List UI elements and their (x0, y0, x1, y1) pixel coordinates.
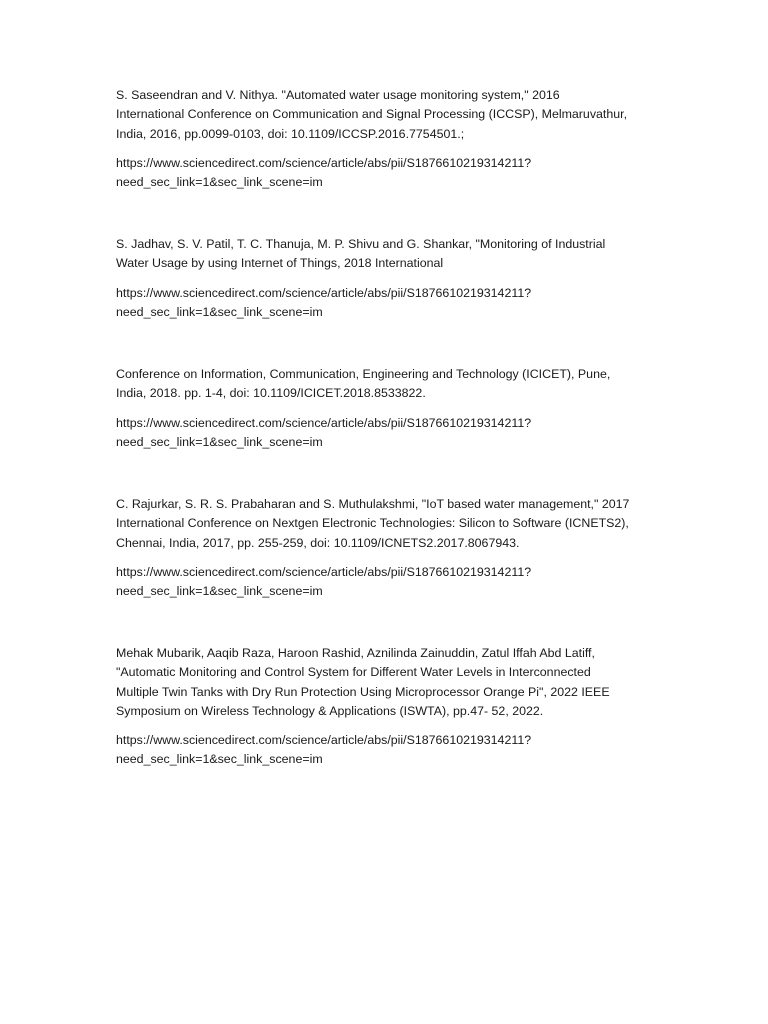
reference-citation (116, 495, 664, 553)
url-line: need_sec_link=1&sec_link_scene=im (116, 752, 323, 767)
url-line: https://www.sciencedirect.com/science/article/abs/pii/S1876610219314211? (116, 155, 532, 170)
reference-url (116, 154, 664, 193)
reference-entry (116, 644, 664, 770)
citation-line: Symposium on Wireless Technology & Applications (ISWTA), pp.47- 52, 2022. (116, 703, 544, 718)
citation-line: Multiple Twin Tanks with Dry Run Protection Using Microprocessor Orange Pi", 2022 IEEE (116, 684, 610, 699)
url-line: https://www.sciencedirect.com/science/article/abs/pii/S1876610219314211? (116, 564, 532, 579)
url-line: https://www.sciencedirect.com/science/article/abs/pii/S1876610219314211? (116, 285, 532, 300)
reference-citation (116, 644, 664, 721)
citation-line: Mehak Mubarik, Aaqib Raza, Haroon Rashid, Aznilinda Zainuddin, Zatul Iffah Abd Latiff, (116, 646, 595, 660)
url-line: need_sec_link=1&sec_link_scene=im (116, 434, 323, 449)
reference-citation (116, 86, 664, 144)
reference-url (116, 284, 664, 323)
reference-entry (116, 86, 664, 192)
url-line: need_sec_link=1&sec_link_scene=im (116, 584, 323, 599)
reference-citation (116, 235, 664, 274)
url-line: need_sec_link=1&sec_link_scene=im (116, 304, 323, 319)
reference-url (116, 414, 664, 453)
reference-entry (116, 495, 664, 601)
citation-line: India, 2018. pp. 1-4, doi: 10.1109/ICICET.2018.8533822. (116, 386, 426, 401)
citation-line: India, 2016, pp.0099-0103, doi: 10.1109/ICCSP.2016.7754501.; (116, 126, 465, 141)
citation-line: C. Rajurkar, S. R. S. Prabaharan and S. Muthulakshmi, "IoT based water management," 2017 (116, 497, 630, 511)
reference-citation (116, 365, 664, 404)
citation-line: Chennai, India, 2017, pp. 255-259, doi: 10.1109/ICNETS2.2017.8067943. (116, 535, 520, 550)
citation-line: "Automatic Monitoring and Control System for Different Water Levels in Interconnected (116, 665, 591, 680)
reference-entry (116, 365, 664, 452)
citation-line: Water Usage by using Internet of Things, 2018 International (116, 256, 444, 271)
reference-url (116, 731, 664, 770)
reference-url (116, 563, 664, 602)
citation-line: Conference on Information, Communication, Engineering and Technology (ICICET), Pune, (116, 367, 611, 381)
url-line: https://www.sciencedirect.com/science/article/abs/pii/S1876610219314211? (116, 415, 532, 430)
url-line: need_sec_link=1&sec_link_scene=im (116, 175, 323, 190)
citation-line: S. Saseendran and V. Nithya. "Automated water usage monitoring system," 2016 (116, 88, 560, 102)
url-line: https://www.sciencedirect.com/science/article/abs/pii/S1876610219314211? (116, 733, 532, 748)
citation-line: International Conference on Communication and Signal Processing (ICCSP), Melmaruvathur, (116, 107, 628, 122)
reference-entry (116, 235, 664, 322)
citation-line: S. Jadhav, S. V. Patil, T. C. Thanuja, M. P. Shivu and G. Shankar, "Monitoring of Industrial (116, 237, 606, 251)
citation-line: International Conference on Nextgen Electronic Technologies: Silicon to Software (ICNETS2), (116, 516, 629, 531)
